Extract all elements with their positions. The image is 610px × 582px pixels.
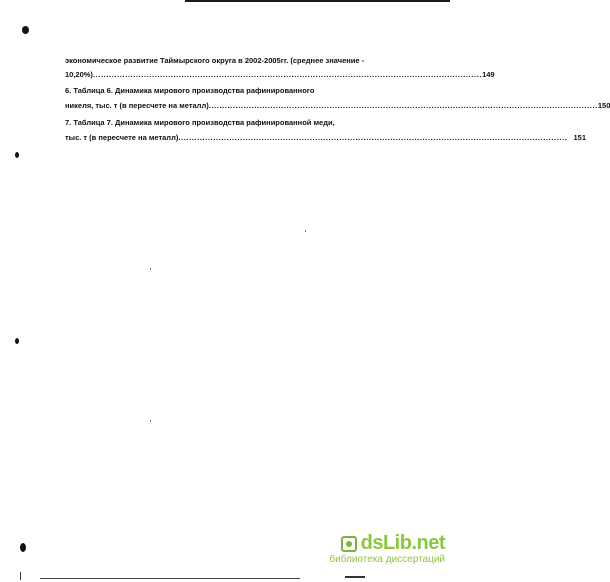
toc-entry-3-page: 151 <box>573 133 586 142</box>
binding-hole-mark <box>15 338 19 344</box>
binding-hole-mark <box>22 26 29 34</box>
toc-entry-3-text: тыс. т (в пересчете на металл) <box>65 133 179 142</box>
logo-icon <box>341 536 357 552</box>
top-border-line <box>185 0 450 2</box>
dot-leader: ................................................................................................................................................. <box>178 133 568 142</box>
toc-entry-2-text: никеля, тыс. т (в пересчете на металл) <box>65 101 209 110</box>
binding-hole-mark <box>15 152 19 158</box>
toc-entry-3-line-1: 7. Таблица 7. Динамика мирового производства рафинированной меди, <box>65 118 335 127</box>
dot-leader: ................................................................................................................................................. <box>208 101 598 110</box>
toc-entry-2-line-2 <box>65 100 610 111</box>
bottom-scan-mark <box>20 572 21 580</box>
scan-speck <box>150 420 151 422</box>
watermark <box>300 532 445 574</box>
toc-entry-1-text: 10,20%) <box>65 70 93 79</box>
toc-entry-2-page: 150 <box>597 101 610 110</box>
toc-entry-2-line-1: 6. Таблица 6. Динамика мирового производства рафинированного <box>65 86 315 95</box>
bottom-scan-line <box>40 578 300 579</box>
binding-hole-mark <box>20 543 26 552</box>
scan-speck <box>150 268 151 270</box>
bottom-scan-mark <box>345 576 365 578</box>
toc-entry-1-line-1: экономическое развитие Таймырского округа в 2002-2005гг. (среднее значение - <box>65 56 365 65</box>
watermark-subtitle: библиотека диссертаций <box>329 554 445 565</box>
scan-speck <box>305 230 306 232</box>
toc-entry-3-line-2 <box>65 132 586 143</box>
toc-entry-1-line-2 <box>65 69 495 80</box>
toc-entry-1-page: 149 <box>482 70 495 79</box>
watermark-brand-row <box>300 532 445 555</box>
watermark-brand: dsLib.net <box>360 532 445 554</box>
dot-leader: ................................................................................................................................................. <box>92 70 483 79</box>
